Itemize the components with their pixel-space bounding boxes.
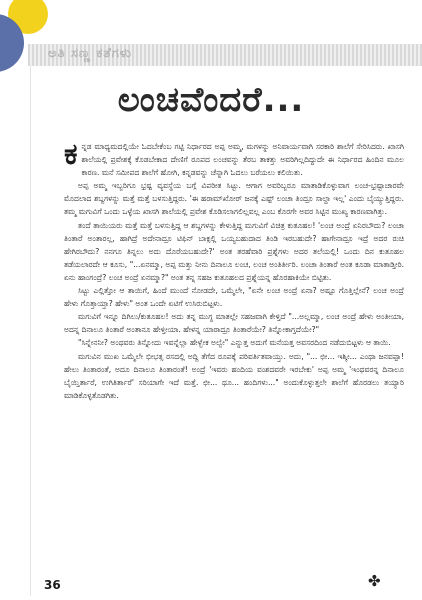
paragraph-3: ತಂದೆ ತಾಯಿಯರು ಮತ್ತೆ ಮತ್ತೆ ಬಳಸುತ್ತಿದ್ದ ಆ ಶಬ್ದಗಳನ್ನು ಕೇಳುತ್ತಿದ್ದ ಮಗುವಿಗೆ ವಿಚಿತ್ರ ಕುತೂಹಲ! 'ಲಂಚ ಅಂದ್ರೆ ಏನಿರಬೌದು? ಲಂಚಾ ತಿಂತಾರೆ ಅಂತಾರಲ್ಲ, ಹಾಗಿದ್ರೆ ಅದೇನಾದ್ರೂ ಟಿಫಿನ್ ಬಾಕ್ಸಲ್ಲಿ ಒಯ್ಯಬಹುದಾದ ತಿಂಡಿ ಇರಬಹುದೇ? ಹಾಗೇನಾದ್ರೂ ಇದ್ರೆ ಅದರ ರುಚಿ ಹೇಗಿರಬೌದು? ನನಗೂ ತಿನ್ನಲು ಅದು ದೊರೆಯಬಹುದೇ?' ಅಂತ ತರಹೆವಾರಿ ಪ್ರಶ್ನೆಗಳು ಅದರ ತಲೆಯಲ್ಲಿ! ಒಂದು ದಿನ ಕುತೂಹಲ ತಡೆಯಲಾರದೇ ಆ ಕೂಸು, "...ಏನಮ್ಮಾ, ಅಪ್ಪ ಮತ್ತು ನೀನು ದಿನಾಲೂ ಲಂಚ, ಲಂಚ ಅಂತಿರ್ತೀರಿ. ಲಂಚಾ ತಿಂತಾರೆ ಅಂತ ಕೂಡಾ ಮಾತಾಡ್ತೀರಿ. ಏನು ಹಾಂಗಂದ್ರೆ? ಲಂಚ ಅಂದ್ರೆ ಏನಮ್ಮಾ?" ಅಂತ ತನ್ನ ಸಹಜ ಕುತೂಹಲದ ಪ್ರಶ್ನೆಯನ್ನ ಹೊರಹಾಕಿಯೇ ಬಿಟ್ಟಿತು. [64,220,404,282]
flower-ornament-icon: ✤ [368,572,381,590]
story-title: ಲಂಚವೆಂದರೆ... [117,80,305,120]
paragraph-2: ಅಪ್ಪ ಅಮ್ಮ ಇಬ್ಬರಿಗೂ ಭ್ರಷ್ಟ ವ್ಯವಸ್ಥೆಯ ಬಗ್ಗೆ ವಿಪರೀತ ಸಿಟ್ಟು. ಆಗಾಗ ಅವರಿಬ್ಬರೂ ಮಾತಾಡಿಕೊಳ್ಳುವಾಗ ಲಂಚ-ಭ್ರಷ್ಟಾಚಾರವೇ ಮೊದಲಾದ ಶಬ್ದಗಳನ್ನು ಮತ್ತೆ ಮತ್ತೆ ಬಳಸುತ್ತಿದ್ದರು. 'ಈ ಹರಾಮ್‌ಖೋರ್ ಜನಕ್ಕೆ ಎಷ್ಟ್ ಲಂಚಾ ತಿಂದ್ರೂ ಸಾಲ್ದಾ ಇಲ್ಲ' ಎಂದು ಬೈಯ್ಯುತ್ತಿದ್ದರು. ತಮ್ಮ ಮಗುವಿಗೆ ಒಂದು ಒಳ್ಳೆಯ ಖಾಸಗಿ ಶಾಲೆಯಲ್ಲಿ ಪ್ರವೇಶ ಕೊಡಿಸಲಾಗಲಿಲ್ಲವಲ್ಲ ಎಂಬ ಕೊರಗೇ ಅವರ ಸಿಟ್ಟಿನ ಮುಖ್ಯ ಕಾರಣವಾಗಿತ್ತು. [64,181,404,217]
paragraph-text: ನ್ನಡ ಮಾಧ್ಯಮದಲ್ಲಿಯೇ ಓದಬೇಕೆಂಬ ಗಟ್ಟಿ ನಿರ್ಧಾರದ ಅಪ್ಪ ಅಮ್ಮ, ಮಗಳನ್ನು ಅನಿವಾರ್ಯವಾಗಿ ಸರಕಾರಿ ಶಾಲೆಗೆ ಸೇರಿಸಿದರು. ಖಾಸಗಿ ಶಾಲೆಯಲ್ಲಿ ಪ್ರವೇಶಕ್ಕೆ ಕೊಡಬೇಕಾದ ದೇಣಿಗೆ ರೂಪದ ಲಂಚವನ್ನು ತೆರಬ ತಾಕತ್ತು ಅವರಿಗಿಲ್ಲದಿದ್ದುದೇ ಈ ನಿರ್ಧಾರದ ಹಿಂದಿನ ಮೂಲ ಕಾರಣ. ಮನೆ ಸಮೀಪದ ಶಾಲೆಗೆ ಹೋಗಿ, ಕನ್ನಡವನ್ನು ಚೆನ್ನಾಗಿ ಓದಲು ಬರೆಯಲು ಕಲಿಯಿತು. [81,142,404,178]
page-number: 36 [44,578,61,592]
story-body [64,137,404,402]
paragraph-7: ಮಗುವಿನ ಮುಖ ಒಮ್ಮೆಲೇ ಭೀಭತ್ಸ ರಸದಲ್ಲಿ ಅದ್ದಿ ತೆಗೆದ ರೂಪಕ್ಕೆ ಪರಿವರ್ತಿತವಾಯ್ತು. ಅದು, "... ಛೀ... ಇಶ್ಶೀ... ಎಂಥಾ ಜನವಪ್ಪಾ! ಹೇಲು ತಿಂತಾರಂತೆ, ಅದೂ ದಿನಾಲೂ ತಿಂತಾರಂತೆ! ಅಂದ್ರೆ 'ಇವರು ಹಂದಿಯ ವಂಶದವರೇ ಇರಬೇಕು' ಅಪ್ಪ ಅಮ್ಮ 'ಇಂಥವರನ್ನ ದಿನಾಲೂ ಬೈಯ್ತಿರ್ತಾರೆ, ಉಗಿತಿರ್ತಾರೆ' ಸರಿಯಾಗೇ ಇದೆ ಮತ್ತೆ. ಛೀ... ಥೂ... ಹಂದಿಗಳು..." ಅಂದುಕೊಳ್ಳುತ್ತಲೇ ಶಾಲೆಗೆ ಹೊರಡಲು ತಯ್ಯಾರಿ ಮಾಡಿಕೊಳ್ಳತೊಡಗಿತು. [64,351,404,400]
paragraph-5: ಮಗುವಿಗೆ ಇನ್ನೂ ದಿಗಿಲು/ಕುತೂಹಲ! ಅದು ತನ್ನ ಮುಗ್ಧ ಮಾತಲ್ಲೇ ಸಹಜವಾಗಿ ಕೇಳ್ತಿದೆ "...ಅಲ್ಲಮ್ಮಾ, ಲಂಚ ಅಂದ್ರೆ ಹೇಳು ಅಂತೀಯಾ, ಅದನ್ನ ದಿನಾಲೂ ತಿಂತಾರೆ ಅಂತಾನೂ ಹೇಳ್ತೀಯಾ. ಹೇಳನ್ನ ಯಾರಾದ್ರೂ ತಿಂತಾರೆಯೇ? ತಿನ್ನೋಕಾಗ್ತದೆಯೇ?" [64,312,404,335]
paragraph-1 [64,137,404,179]
paragraph-4: ಸಿಟ್ಟು ಎಲ್ಲಿತ್ತೋ ಆ ತಾಯಿಗೆ, ಹಿಂದೆ ಮುಂದೆ ನೋಡದೇ, ಒಮ್ಮೆಲೇ, "ಏನೇ ಲಂಚ ಅಂದ್ರೆ ಏನಾ? ಅಷ್ಟೂ ಗೊತ್ತಿಲ್ಲೇನೆ? ಲಂಚ ಅಂದ್ರೆ ಹೇಳು ಗೊತ್ತಾಯ್ತಾ? ಹೇಳು" ಅಂತ ಒಂದೇ ಏಟಿಗೆ ಉಸಿರುಬಿಟ್ಟಳು. [64,286,404,309]
paragraph-6: "ಸಿನ್ನೇನನೀ? ಅಂಥವರು ತಿನ್ನೋದು ಇವನ್ನೆಲ್ಲಾ ಹೇಳ್ಬೇಕ ಅಲ್ವೇ" ಎನ್ನುತ್ತ ಅದುಗೆ ಮನೆಯತ್ತ ಅವಸರದಿಂದ ನಡೆದುಬಿಟ್ಟಳು ಆ ತಾಯಿ. [78,338,391,348]
drop-cap: ಕ [64,137,78,172]
margin-rule [30,66,31,596]
section-label: ಅತಿ ಸಣ್ಣ ಕತೆಗಳು [48,46,132,61]
